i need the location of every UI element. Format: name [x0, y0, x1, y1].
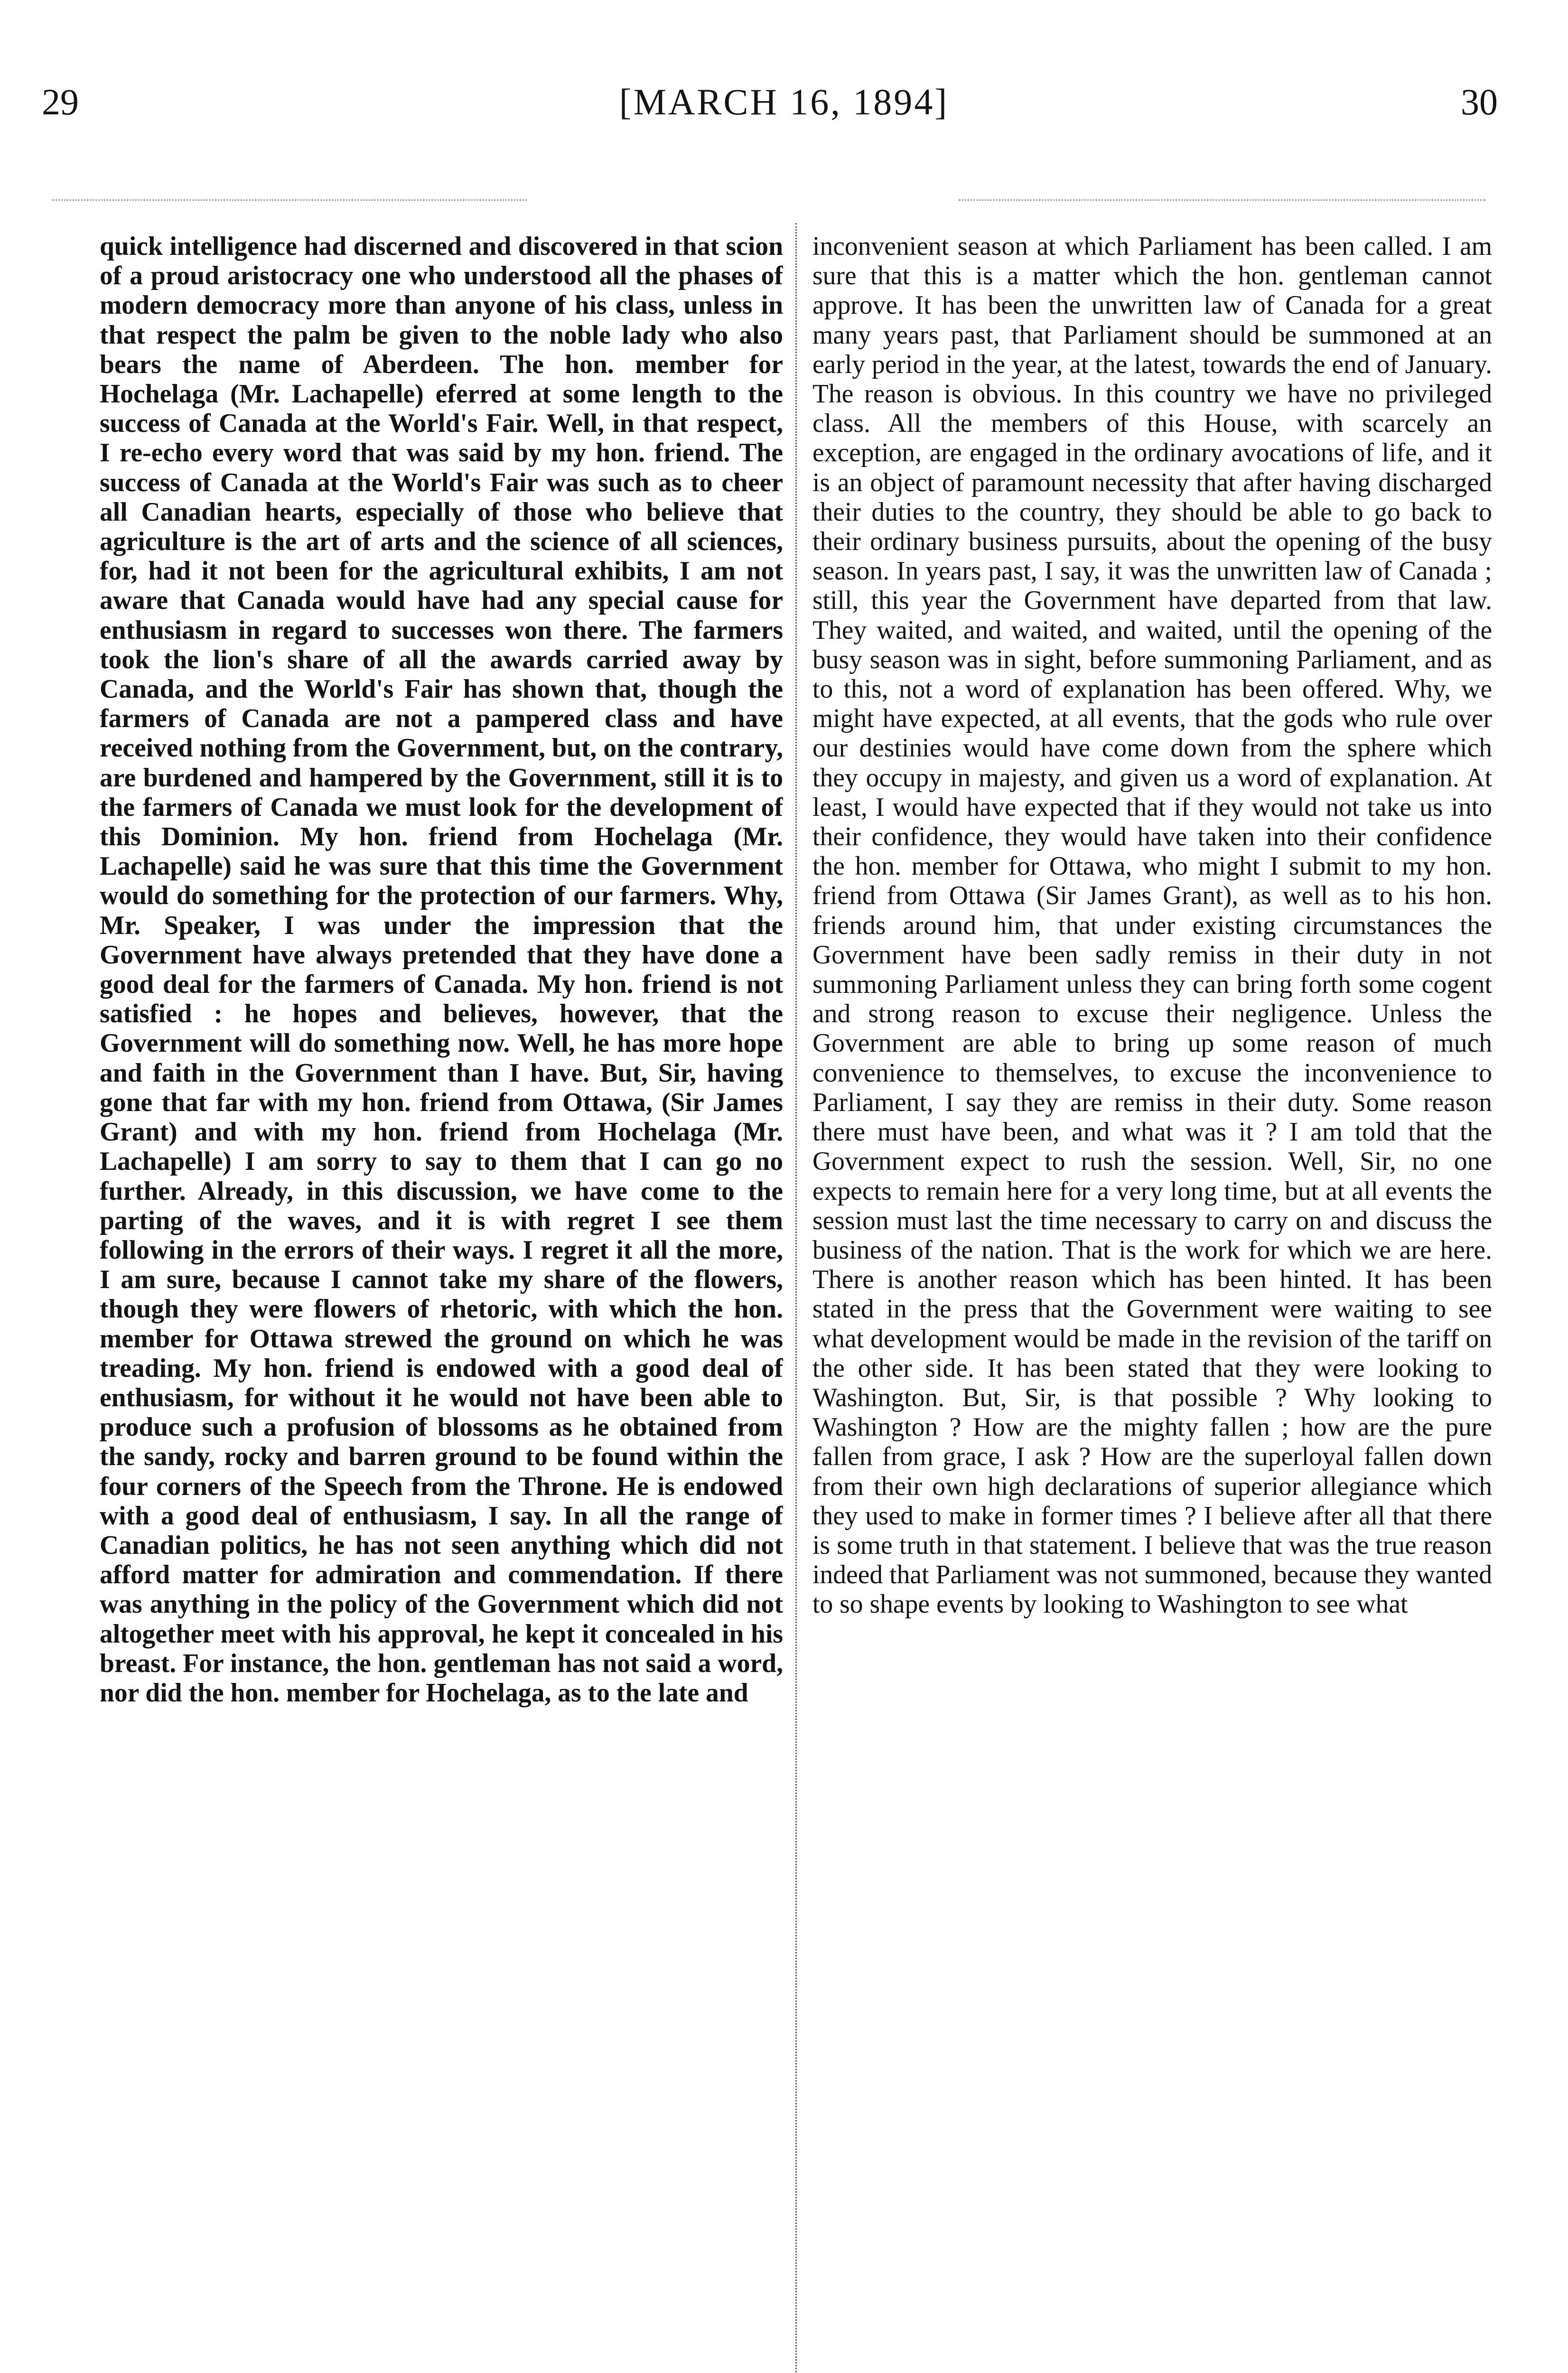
right-column-text: inconvenient season at which Parliament has been called. I am sure that this is a matter which the hon. gentleman cannot approve. It has been the unwritten law of Canada for a great many years past, that Parliament should be summoned at an early period in the year, at the latest, towards the end of January. The reason is obvious. In this country we have no privileged class. All the members of this House, with scarcely an exception, are engaged in the ordinary avocations of life, and it is an object of paramount necessity that after having discharged their duties to the country, they should be able to go back to their ordinary business pursuits, about the opening of the busy season. In years past, I say, it was the unwritten law of Canada ; still, this year the Government have departed from that law. They waited, and waited, and waited, until the opening of the busy season was in sight, before summoning Parliament, and as to this, not a word of explanation has been offered. Why, we might have expected, at all events, that the gods who rule over our destinies would have come down from the sphere which they occupy in majesty, and given us a word of explanation. At least, I would have expected that if they would not take us into their confidence, they would have taken into their confidence the hon. member for Ottawa, who might I submit to my hon. friend from Ottawa (Sir James Grant), as well as to his hon. friends around him, that under existing circumstances the Government have been sadly remiss in their duty in not summoning Parliament unless they can bring forth some cogent and strong reason to excuse their negligence. Unless the Government are able to bring up some reason of much convenience to themselves, to excuse the inconvenience to Parliament, I say they are remiss in their duty. Some reason there must have been, and what was it ? I am told that the Government expect to rush the session. Well, Sir, no one expects to remain here for a very long time, but at all events the session must last the time necessary to carry on and discuss the business of the nation. That is the work for which we are here. There is another reason which has been hinted. It has been stated in the press that the Government were waiting to see what development would be made in the revision of the tariff on the other side. It has been stated that they were looking to Washington. But, Sir, is that possible ? Why looking to Washington ? How are the mighty fallen ; how are the pure fallen from grace, I ask ? How are the superloyal fallen down from their own high declarations of superior allegiance which they used to make in former times ? I believe after all that there is some truth in that statement. I believe that was the true reason indeed that Parliament was not summoned, because they wanted to so shape events by looking to Washington to see what	[812, 232, 1492, 1619]
column-divider	[795, 223, 797, 2373]
top-rule-left	[52, 199, 527, 210]
top-rule-right	[959, 199, 1485, 210]
page-number-right: 30	[1461, 81, 1498, 122]
page-number-left: 29	[42, 81, 79, 122]
left-column-text: quick intelligence had discerned and discovered in that scion of a proud aristocracy one who understood all the phases of modern democracy more than anyone of his class, unless in that respect the palm be given to the noble lady who also bears the name of Aberdeen. The hon. member for Hochelaga (Mr. Lachapelle) eferred at some length to the success of Canada at the World's Fair. Well, in that respect, I re-echo every word that was said by my hon. friend. The success of Canada at the World's Fair was such as to cheer all Canadian hearts, especially of those who believe that agriculture is the art of arts and the science of all sciences, for, had it not been for the agricultural exhibits, I am not aware that Canada would have had any special cause for enthusiasm in regard to successes won there. The farmers took the lion's share of all the awards carried away by Canada, and the World's Fair has shown that, though the farmers of Canada are not a pampered class and have received nothing from the Government, but, on the contrary, are burdened and hampered by the Government, still it is to the farmers of Canada we must look for the development of this Dominion. My hon. friend from Hochelaga (Mr. Lachapelle) said he was sure that this time the Government would do something for the protection of our farmers. Why, Mr. Speaker, I was under the impression that the Government have always pretended that they have done a good deal for the farmers of Canada. My hon. friend is not satisfied : he hopes and believes, however, that the Government will do something now. Well, he has more hope and faith in the Government than I have. But, Sir, having gone that far with my hon. friend from Ottawa, (Sir James Grant) and with my hon. friend from Hochelaga (Mr. Lachapelle) I am sorry to say to them that I can go no further. Already, in this discussion, we have come to the parting of the waves, and it is with regret I see them following in the errors of their ways. I regret it all the more, I am sure, because I cannot take my share of the flowers, though they were flowers of rhetoric, with which the hon. member for Ottawa strewed the ground on which he was treading. My hon. friend is endowed with a good deal of enthusiasm, for without it he would not have been able to produce such a profusion of blossoms as he obtained from the sandy, rocky and barren ground to be found within the four corners of the Speech from the Throne. He is endowed with a good deal of enthusiasm, I say. In all the range of Canadian politics, he has not seen anything which did not afford matter for admiration and commendation. If there was anything in the policy of the Government which did not altogether meet with his approval, he kept it concealed in his breast. For instance, the hon. gentleman has not said a word, nor did the hon. member for Hochelaga, as to the late and	[100, 232, 783, 1708]
page-header	[0, 81, 1568, 138]
header-date: [MARCH 16, 1894]	[619, 81, 949, 122]
